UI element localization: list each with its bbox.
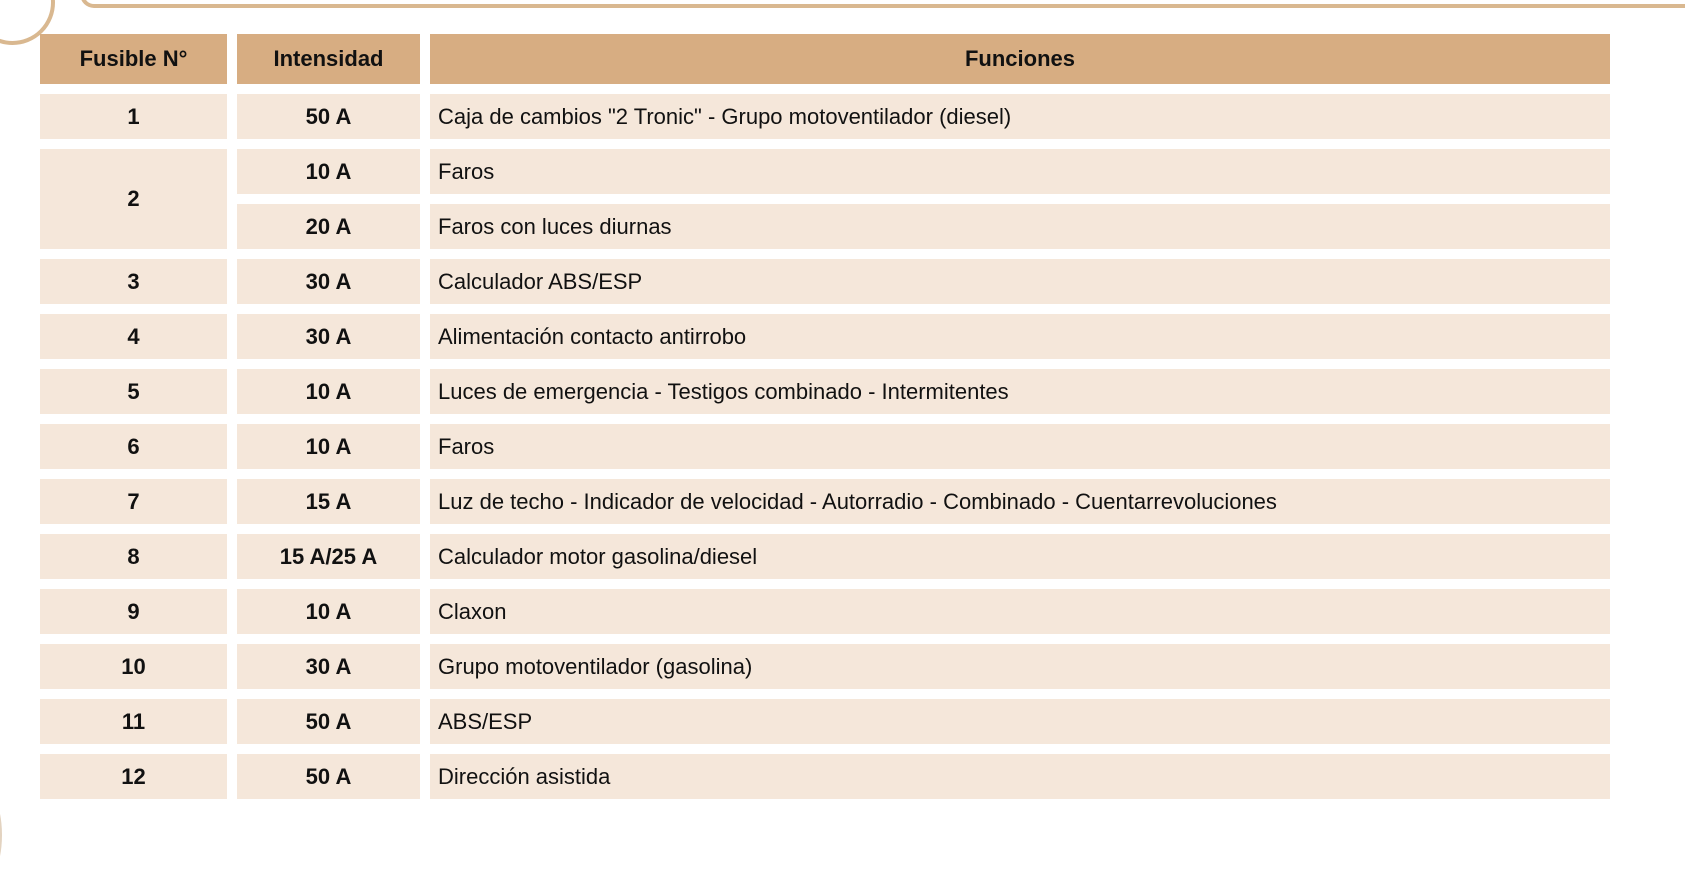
table-row — [40, 479, 1610, 524]
fuse-table-header — [40, 34, 1610, 84]
fuse-number-cell: 6 — [40, 424, 227, 469]
intensity-cell: 20 A — [237, 204, 420, 249]
table-row — [40, 259, 1610, 304]
intensity-cell: 50 A — [237, 699, 420, 744]
table-row — [40, 589, 1610, 634]
fuse-number-cell: 7 — [40, 479, 227, 524]
function-cell: Calculador motor gasolina/diesel — [430, 534, 1610, 579]
table-row — [40, 369, 1610, 414]
intensity-cell: 10 A — [237, 424, 420, 469]
table-row — [40, 534, 1610, 579]
table-row — [40, 204, 1610, 249]
fuse-number-cell: 4 — [40, 314, 227, 359]
table-row — [40, 149, 1610, 194]
fuse-number-cell: 12 — [40, 754, 227, 799]
fuse-number-cell: 5 — [40, 369, 227, 414]
function-cell: Luz de techo - Indicador de velocidad - Autorradio - Combinado - Cuentarrevoluciones — [430, 479, 1610, 524]
intensity-cell: 30 A — [237, 259, 420, 304]
header-intensity: Intensidad — [237, 34, 420, 84]
function-cell: Grupo motoventilador (gasolina) — [430, 644, 1610, 689]
page-left-curve — [0, 775, 2, 895]
table-row — [40, 424, 1610, 469]
intensity-cell: 30 A — [237, 314, 420, 359]
fuse-number-cell: 8 — [40, 534, 227, 579]
fuse-number-cell: 9 — [40, 589, 227, 634]
fuse-number-cell: 10 — [40, 644, 227, 689]
fuse-table-body — [40, 94, 1610, 799]
table-row — [40, 699, 1610, 744]
table-row — [40, 94, 1610, 139]
function-cell: Calculador ABS/ESP — [430, 259, 1610, 304]
intensity-cell: 50 A — [237, 94, 420, 139]
table-row — [40, 754, 1610, 799]
intensity-cell: 10 A — [237, 369, 420, 414]
function-cell: Faros — [430, 424, 1610, 469]
fuse-table — [30, 24, 1620, 809]
intensity-cell: 10 A — [237, 589, 420, 634]
header-functions: Funciones — [430, 34, 1610, 84]
table-row — [40, 644, 1610, 689]
header-row — [40, 34, 1610, 84]
table-row — [40, 314, 1610, 359]
function-cell: Caja de cambios "2 Tronic" - Grupo motoventilador (diesel) — [430, 94, 1610, 139]
intensity-cell: 15 A/25 A — [237, 534, 420, 579]
intensity-cell: 50 A — [237, 754, 420, 799]
function-cell: Luces de emergencia - Testigos combinado - Intermitentes — [430, 369, 1610, 414]
function-cell: Alimentación contacto antirrobo — [430, 314, 1610, 359]
intensity-cell: 10 A — [237, 149, 420, 194]
fuse-number-cell: 1 — [40, 94, 227, 139]
intensity-cell: 15 A — [237, 479, 420, 524]
fuse-number-cell: 2 — [40, 149, 227, 249]
function-cell: Faros — [430, 149, 1610, 194]
fuse-number-cell: 3 — [40, 259, 227, 304]
fuse-number-cell: 11 — [40, 699, 227, 744]
function-cell: Claxon — [430, 589, 1610, 634]
page-top-frame — [80, 0, 1685, 8]
function-cell: Dirección asistida — [430, 754, 1610, 799]
function-cell: ABS/ESP — [430, 699, 1610, 744]
header-fuse-number: Fusible N° — [40, 34, 227, 84]
function-cell: Faros con luces diurnas — [430, 204, 1610, 249]
intensity-cell: 30 A — [237, 644, 420, 689]
